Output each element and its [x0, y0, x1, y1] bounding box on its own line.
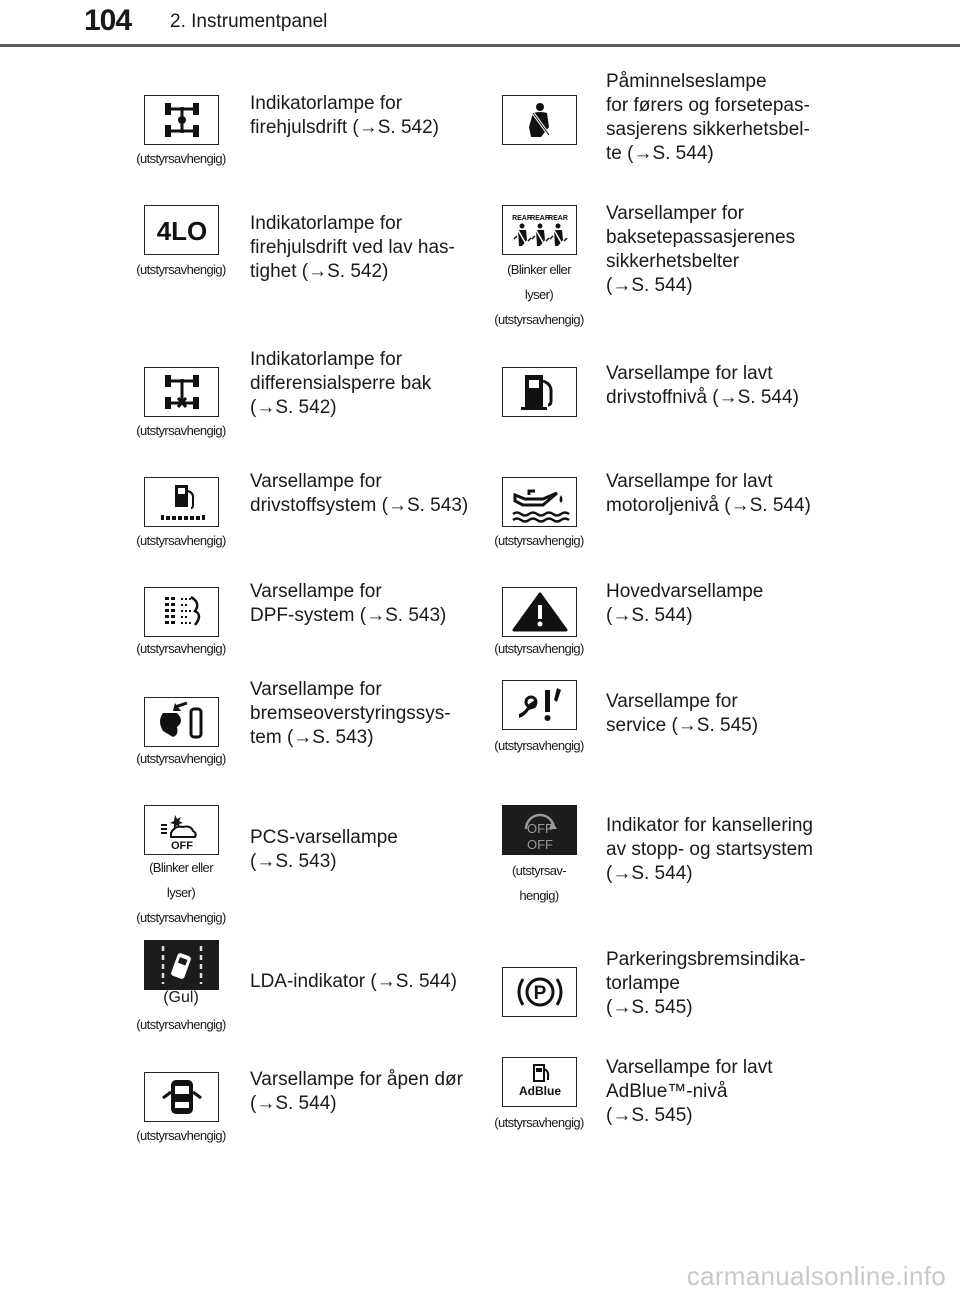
indicator-description: Varsellampe for lavt drivstoffnivå (→S. 544)	[606, 363, 799, 408]
icon-note: (Gul)	[163, 989, 199, 1006]
fuel-low-icon	[502, 367, 577, 417]
4lo-icon	[144, 205, 219, 255]
icon-note: (utstyrsavhengig)	[136, 910, 226, 925]
svg-text:REAR: REAR	[529, 215, 550, 222]
watermark: carmanualsonline.info	[686, 1261, 946, 1291]
icon-note: (utstyrsavhengig)	[136, 641, 226, 656]
seatbelt-reminder-icon	[502, 95, 577, 145]
icon-note: (utstyrsavhengig)	[494, 641, 584, 656]
svg-text:P: P	[533, 983, 546, 1004]
indicator-description: Påminnelseslampe for førers og forsetepas- sasjerens sikkerhetsbel- te (→S. 544)	[606, 71, 810, 164]
oil-level-icon	[502, 477, 577, 527]
indicator-description: Varsellampe for service (→S. 545)	[606, 691, 759, 736]
icon-note: (utstyrsavhengig)	[136, 151, 226, 166]
rear-seatbelt-icon	[502, 205, 577, 255]
indicator-description: LDA-indikator (→S. 544)	[250, 971, 457, 992]
indicator-description: PCS-varsellampe (→S. 543)	[250, 827, 398, 872]
icon-note: (utstyrsavhengig)	[494, 1115, 584, 1130]
parking-brake-icon	[502, 967, 577, 1017]
svg-text:OFF: OFF	[526, 837, 553, 851]
indicator-description: Varsellampe for åpen dør (→S. 544)	[250, 1069, 463, 1114]
four-wheel-drive-icon	[144, 95, 219, 145]
header-rule	[0, 44, 960, 47]
section-title: 2. Instrumentpanel	[170, 11, 328, 32]
icon-note: (utstyrsavhengig)	[136, 423, 226, 438]
icon-note: lyser)	[524, 287, 554, 302]
adblue-icon	[502, 1057, 577, 1107]
indicator-description: Hovedvarsellampe (→S. 544)	[606, 581, 764, 626]
svg-text:4LO: 4LO	[156, 216, 207, 246]
icon-note: (utstyrsavhengig)	[136, 1017, 226, 1032]
page-number: 104	[84, 4, 132, 37]
icon-note: hengig)	[519, 888, 559, 903]
master-warning-icon	[502, 587, 577, 637]
icon-note: (utstyrsavhengig)	[136, 262, 226, 277]
pcs-off-icon	[144, 805, 219, 855]
indicator-description: Indikator for kansellering av stopp- og startsystem (→S. 544)	[606, 815, 813, 884]
service-icon	[502, 680, 577, 730]
dpf-icon	[144, 587, 219, 637]
icon-note: (utstyrsavhengig)	[136, 533, 226, 548]
indicator-description: Indikatorlampe for firehjulsdrift (→S. 542)	[250, 93, 440, 138]
indicator-description: Varsellamper for baksetepassasjerenes sikkerhetsbelter (→S. 544)	[606, 203, 796, 296]
indicator-description: Varsellampe for DPF-system (→S. 543)	[250, 581, 447, 626]
icon-note: (utstyrsavhengig)	[136, 751, 226, 766]
icon-note: lyser)	[166, 885, 196, 900]
icon-note: (utstyrsavhengig)	[494, 738, 584, 753]
icon-note: (utstyrsav-	[511, 863, 567, 878]
lda-icon	[144, 940, 219, 990]
icon-note: (utstyrsavhengig)	[136, 1128, 226, 1143]
svg-text:OFF: OFF	[170, 840, 193, 851]
icon-note: (Blinker eller	[149, 860, 213, 875]
door-open-icon	[144, 1072, 219, 1122]
fuel-system-icon	[144, 477, 219, 527]
svg-text:OFF: OFF	[526, 821, 553, 836]
indicator-description: Varsellampe for lavt AdBlue™-nivå (→S. 545)	[606, 1057, 773, 1126]
indicator-description: Varsellampe for bremseoverstyringssys- tem (→S. 543)	[250, 679, 451, 748]
rear-diff-lock-icon	[144, 367, 219, 417]
indicator-description: Indikatorlampe for differensialsperre bak (→S. 542)	[250, 349, 432, 418]
svg-text:REAR: REAR	[511, 215, 532, 222]
icon-note: (utstyrsavhengig)	[494, 312, 584, 327]
svg-text:REAR: REAR	[547, 215, 568, 222]
icon-note: (Blinker eller	[507, 262, 571, 277]
stop-start-off-icon	[502, 805, 577, 855]
page-header	[0, 0, 960, 50]
indicator-description: Indikatorlampe for firehjulsdrift ved lav has- tighet (→S. 542)	[250, 213, 455, 282]
indicator-description: Varsellampe for drivstoffsystem (→S. 543)	[250, 471, 469, 516]
brake-override-icon	[144, 697, 219, 747]
indicator-description: Varsellampe for lavt motoroljenivå (→S. 544)	[606, 471, 811, 516]
icon-note: (utstyrsavhengig)	[494, 533, 584, 548]
indicator-description: Parkeringsbremsindika- torlampe (→S. 545)	[606, 949, 806, 1018]
svg-text:AdBlue: AdBlue	[518, 1084, 561, 1098]
